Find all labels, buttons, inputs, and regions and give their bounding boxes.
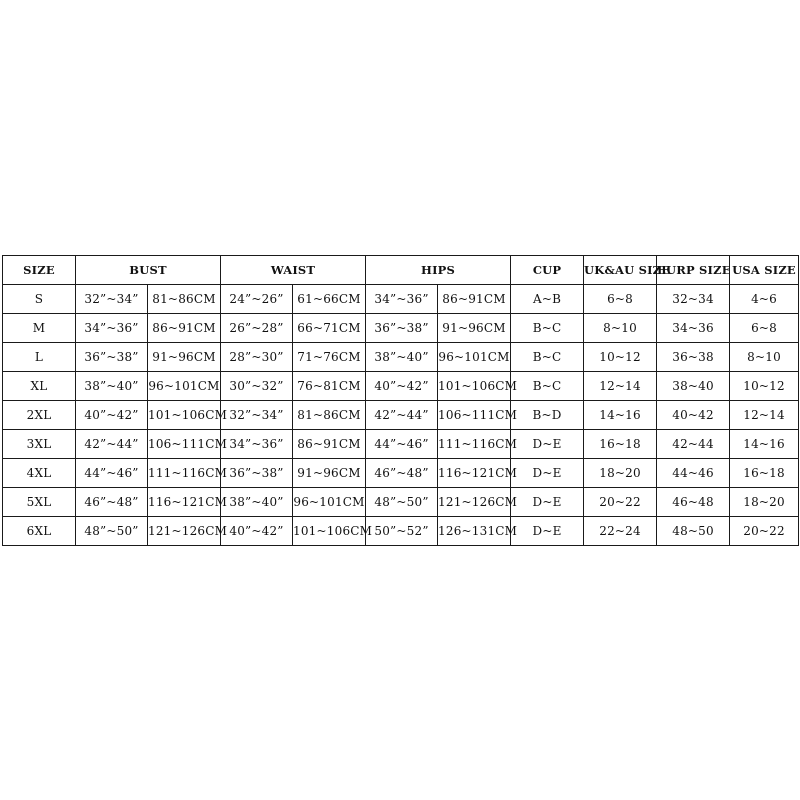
ukau-size-cell: 10~12: [584, 343, 657, 372]
eurp-size-cell: 36~38: [657, 343, 730, 372]
usa-size-cell: 14~16: [730, 430, 799, 459]
usa-size-cell: 4~6: [730, 285, 799, 314]
usa-size-header: USA SIZE: [730, 256, 799, 285]
hips-cm-cell: 86~91CM: [438, 285, 511, 314]
size-cell: 6XL: [3, 517, 76, 546]
size-cell: L: [3, 343, 76, 372]
hips-cm-cell: 116~121CM: [438, 459, 511, 488]
ukau-size-header: UK&AU SIZE: [584, 256, 657, 285]
bust-inch-cell: 36”~38”: [76, 343, 148, 372]
bust-inch-cell: 32”~34”: [76, 285, 148, 314]
bust-inch-cell: 42”~44”: [76, 430, 148, 459]
eurp-size-cell: 40~42: [657, 401, 730, 430]
cup-cell: B~C: [511, 372, 584, 401]
bust-cm-cell: 116~121CM: [148, 488, 221, 517]
ukau-size-cell: 14~16: [584, 401, 657, 430]
hips-cm-cell: 96~101CM: [438, 343, 511, 372]
size-cell: 2XL: [3, 401, 76, 430]
eurp-size-cell: 38~40: [657, 372, 730, 401]
bust-inch-cell: 40”~42”: [76, 401, 148, 430]
bust-inch-cell: 48”~50”: [76, 517, 148, 546]
table-row: [3, 459, 799, 488]
table-row: [3, 401, 799, 430]
size-cell: 4XL: [3, 459, 76, 488]
hips-inch-cell: 50”~52”: [366, 517, 438, 546]
table-row: [3, 430, 799, 459]
size-header: SIZE: [3, 256, 76, 285]
bust-cm-cell: 81~86CM: [148, 285, 221, 314]
waist-cm-cell: 86~91CM: [293, 430, 366, 459]
hips-cm-cell: 126~131CM: [438, 517, 511, 546]
waist-cm-cell: 81~86CM: [293, 401, 366, 430]
bust-cm-cell: 121~126CM: [148, 517, 221, 546]
bust-cm-cell: 101~106CM: [148, 401, 221, 430]
cup-cell: B~C: [511, 314, 584, 343]
ukau-size-cell: 12~14: [584, 372, 657, 401]
waist-inch-cell: 38”~40”: [221, 488, 293, 517]
waist-cm-cell: 96~101CM: [293, 488, 366, 517]
cup-cell: B~C: [511, 343, 584, 372]
cup-cell: D~E: [511, 430, 584, 459]
usa-size-cell: 20~22: [730, 517, 799, 546]
ukau-size-cell: 22~24: [584, 517, 657, 546]
usa-size-cell: 8~10: [730, 343, 799, 372]
waist-cm-cell: 61~66CM: [293, 285, 366, 314]
size-chart-table: [2, 255, 799, 546]
table-row: [3, 285, 799, 314]
waist-inch-cell: 34”~36”: [221, 430, 293, 459]
waist-header: WAIST: [221, 256, 366, 285]
bust-cm-cell: 86~91CM: [148, 314, 221, 343]
bust-inch-cell: 34”~36”: [76, 314, 148, 343]
hips-inch-cell: 46”~48”: [366, 459, 438, 488]
eurp-size-cell: 44~46: [657, 459, 730, 488]
ukau-size-cell: 18~20: [584, 459, 657, 488]
cup-cell: D~E: [511, 459, 584, 488]
hips-cm-cell: 121~126CM: [438, 488, 511, 517]
usa-size-cell: 6~8: [730, 314, 799, 343]
waist-cm-cell: 66~71CM: [293, 314, 366, 343]
hips-inch-cell: 36”~38”: [366, 314, 438, 343]
bust-cm-cell: 96~101CM: [148, 372, 221, 401]
usa-size-cell: 10~12: [730, 372, 799, 401]
eurp-size-cell: 46~48: [657, 488, 730, 517]
eurp-size-header: EURP SIZE: [657, 256, 730, 285]
cup-cell: D~E: [511, 517, 584, 546]
bust-cm-cell: 91~96CM: [148, 343, 221, 372]
bust-cm-cell: 111~116CM: [148, 459, 221, 488]
size-cell: S: [3, 285, 76, 314]
hips-cm-cell: 111~116CM: [438, 430, 511, 459]
table-row: [3, 488, 799, 517]
eurp-size-cell: 42~44: [657, 430, 730, 459]
hips-inch-cell: 44”~46”: [366, 430, 438, 459]
waist-cm-cell: 71~76CM: [293, 343, 366, 372]
waist-cm-cell: 91~96CM: [293, 459, 366, 488]
header-row: [3, 256, 799, 285]
bust-cm-cell: 106~111CM: [148, 430, 221, 459]
cup-cell: A~B: [511, 285, 584, 314]
waist-inch-cell: 24”~26”: [221, 285, 293, 314]
size-cell: XL: [3, 372, 76, 401]
hips-inch-cell: 38”~40”: [366, 343, 438, 372]
cup-cell: B~D: [511, 401, 584, 430]
waist-inch-cell: 32”~34”: [221, 401, 293, 430]
bust-header: BUST: [76, 256, 221, 285]
size-cell: 5XL: [3, 488, 76, 517]
waist-cm-cell: 101~106CM: [293, 517, 366, 546]
usa-size-cell: 18~20: [730, 488, 799, 517]
eurp-size-cell: 48~50: [657, 517, 730, 546]
eurp-size-cell: 32~34: [657, 285, 730, 314]
ukau-size-cell: 16~18: [584, 430, 657, 459]
waist-cm-cell: 76~81CM: [293, 372, 366, 401]
table-row: [3, 517, 799, 546]
waist-inch-cell: 36”~38”: [221, 459, 293, 488]
hips-cm-cell: 91~96CM: [438, 314, 511, 343]
table-row: [3, 314, 799, 343]
ukau-size-cell: 20~22: [584, 488, 657, 517]
size-cell: M: [3, 314, 76, 343]
table-row: [3, 343, 799, 372]
cup-cell: D~E: [511, 488, 584, 517]
hips-inch-cell: 42”~44”: [366, 401, 438, 430]
bust-inch-cell: 38”~40”: [76, 372, 148, 401]
waist-inch-cell: 40”~42”: [221, 517, 293, 546]
hips-inch-cell: 34”~36”: [366, 285, 438, 314]
hips-inch-cell: 40”~42”: [366, 372, 438, 401]
waist-inch-cell: 28”~30”: [221, 343, 293, 372]
cup-header: CUP: [511, 256, 584, 285]
bust-inch-cell: 44”~46”: [76, 459, 148, 488]
hips-inch-cell: 48”~50”: [366, 488, 438, 517]
usa-size-cell: 12~14: [730, 401, 799, 430]
table-row: [3, 372, 799, 401]
bust-inch-cell: 46”~48”: [76, 488, 148, 517]
hips-cm-cell: 101~106CM: [438, 372, 511, 401]
waist-inch-cell: 30”~32”: [221, 372, 293, 401]
usa-size-cell: 16~18: [730, 459, 799, 488]
hips-cm-cell: 106~111CM: [438, 401, 511, 430]
size-cell: 3XL: [3, 430, 76, 459]
waist-inch-cell: 26”~28”: [221, 314, 293, 343]
hips-header: HIPS: [366, 256, 511, 285]
ukau-size-cell: 6~8: [584, 285, 657, 314]
eurp-size-cell: 34~36: [657, 314, 730, 343]
ukau-size-cell: 8~10: [584, 314, 657, 343]
